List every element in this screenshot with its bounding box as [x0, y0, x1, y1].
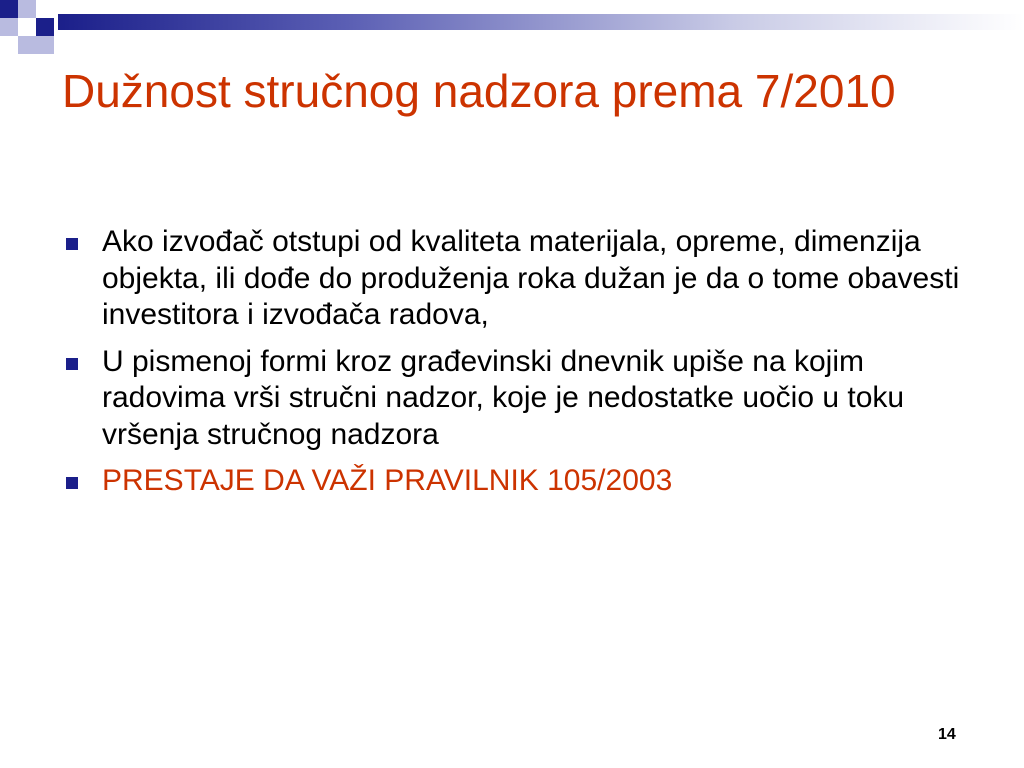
- deco-square: [0, 18, 18, 36]
- bullet-text: PRESTAJE DA VAŽI PRAVILNIK 105/2003: [102, 464, 673, 497]
- header-gradient-bar: [58, 14, 1024, 30]
- slide-number: 14: [938, 726, 956, 743]
- square-bullet-icon: [66, 238, 78, 250]
- bullet-item: [66, 224, 966, 334]
- bullet-list: [66, 224, 966, 510]
- bullet-item: [66, 344, 966, 454]
- deco-square: [18, 0, 36, 18]
- slide-title: Dužnost stručnog nadzora prema 7/2010: [62, 65, 896, 117]
- deco-square: [36, 0, 54, 18]
- deco-square: [36, 18, 54, 36]
- deco-square: [18, 36, 36, 54]
- bullet-text: Ako izvođač otstupi od kvaliteta materijala, opreme, dimenzija objekta, ili dođe do produženja roka dužan je da o tome obavesti investitora i izvođača radova,: [102, 225, 960, 331]
- deco-square: [18, 18, 36, 36]
- bullet-item-highlight: [66, 463, 966, 500]
- bullet-text: U pismenoj formi kroz građevinski dnevnik upiše na kojim radovima vrši stručni nadzor, koje je nedostatke uočio u toku vršenja stručnog nadzora: [102, 344, 905, 451]
- deco-square: [0, 0, 18, 18]
- square-bullet-icon: [66, 358, 78, 370]
- deco-square: [36, 36, 54, 54]
- square-bullet-icon: [66, 477, 78, 489]
